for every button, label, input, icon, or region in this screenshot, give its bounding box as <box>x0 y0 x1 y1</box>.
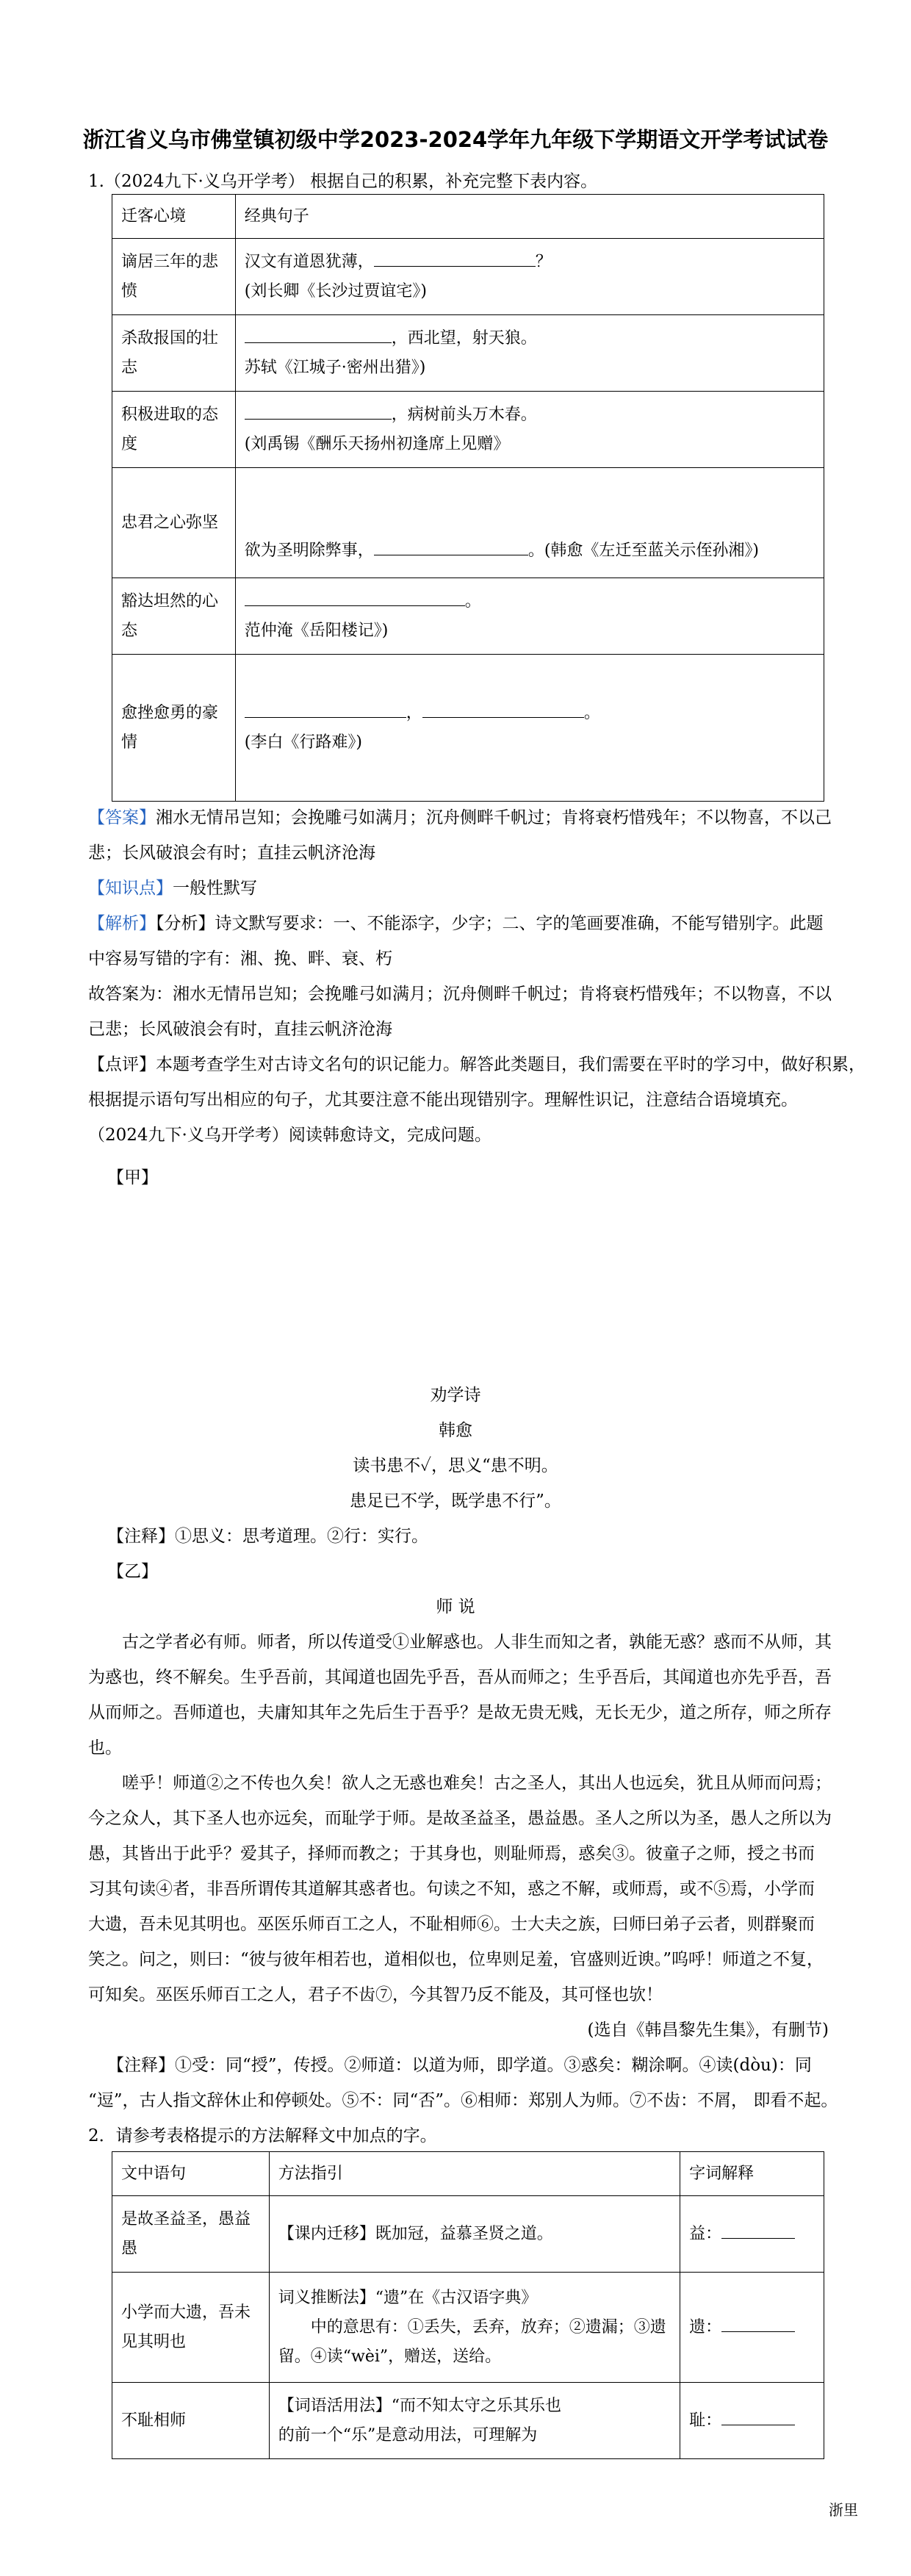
answer-label: 【答案】 <box>88 808 156 827</box>
poem-line: 读书患不✓，思义“患不明。 <box>353 1456 558 1475</box>
comment-text: 【点评】本题考查学生对古诗文名句的识记能力。解答此类题目，我们需要在平时的学习中，做好积累， <box>88 1055 865 1074</box>
q1-mood: 豁达坦然的心态 <box>112 578 236 655</box>
table-row <box>112 239 824 315</box>
analysis-line <box>88 910 824 934</box>
answer-blank[interactable] <box>721 2220 795 2239</box>
q2-answer-label: 遗： <box>689 2317 722 2336</box>
q1-mood: 积极进取的态度 <box>112 392 236 468</box>
essay-line: 习其句读④者，非吾所谓传其道解其惑者也。句读之不知，惑之不解，或师焉，或不⑤焉，小学而 <box>88 1879 815 1899</box>
q2-sentence: 不耻相师 <box>112 2383 270 2459</box>
q1-mood: 忠君之心弥坚 <box>112 468 236 578</box>
q2-method-detail: 的前一个“乐”是意动用法，可理解为 <box>278 2425 538 2444</box>
knowledge-point <box>88 874 257 899</box>
q2-header-method: 方法指引 <box>269 2152 680 2196</box>
fill-blank[interactable] <box>245 401 392 420</box>
fill-blank[interactable] <box>245 588 465 606</box>
comment-text-2: 根据提示语句写出相应的句子，尤其要注意不能出现错别字。理解性识记，注意结合语境填充。 <box>88 1090 798 1109</box>
q2-method: 【课内迁移】既加冠，益慕圣贤之道。 <box>278 2224 553 2243</box>
q1-stem: 1.（2024九下·义乌开学考） 根据自己的积累，补充完整下表内容。 <box>88 172 598 191</box>
answer-blank[interactable] <box>721 2314 795 2332</box>
table-row <box>112 468 824 578</box>
analysis-text-2: 中容易写错的字有：湘、挽、畔、衰、朽 <box>88 949 392 968</box>
reading-intro: （2024九下·义乌开学考）阅读韩愈诗文，完成问题。 <box>88 1126 491 1145</box>
q1-table-header <box>112 195 824 239</box>
essay-note-2: “逗”，古人指文辞休止和停顿处。⑤不：同“否”。⑥相师：郑别人为师。⑦不齿：不屑， 即看不起。 <box>88 2091 838 2110</box>
fill-blank[interactable] <box>422 699 584 718</box>
essay-line: 可知矣。巫医乐师百工之人，君子不齿⑦，今其智乃反不能及，其可怪也欤！ <box>88 1985 663 2004</box>
essay-source: (选自《韩昌黎先生集》，有删节) <box>587 2021 829 2040</box>
q2-method: 【词语活用法】“而不知太守之乐其乐也 <box>278 2396 562 2415</box>
q2-header-answer: 字词解释 <box>680 2152 824 2196</box>
q2-answer-label: 耻： <box>689 2411 722 2430</box>
point-label: 【知识点】 <box>88 879 173 898</box>
q2-sentence: 小学而大遗，吾未见其明也 <box>112 2273 270 2383</box>
table-row <box>112 655 824 802</box>
q1-source: (刘禹锡《酬乐天扬州初逢席上见赠》 <box>244 434 510 453</box>
q1-line-post: ，西北望，射天狼。 <box>391 328 537 348</box>
table-row <box>112 2383 824 2459</box>
essay-note: 【注释】①受：同“授”，传授。②师道：以道为师，即学道。③惑矣：糊涂啊。④读(dòu)：同 <box>107 2056 812 2075</box>
q1-line-post: 。 <box>583 703 600 722</box>
fill-blank[interactable] <box>245 325 392 343</box>
poem-author: 韩愈 <box>439 1421 472 1440</box>
fill-blank[interactable] <box>374 248 536 267</box>
q2-stem: 2．请参考表格提示的方法解释文中加点的字。 <box>88 2126 437 2145</box>
essay-line: 为惑也，终不解矣。生乎吾前，其闻道也固先乎吾，吾从而师之；生乎吾后，其闻道也亦先乎吾，吾 <box>88 1668 832 1687</box>
poem-note: 【注释】①思义：思考道理。②行：实行。 <box>107 1527 428 1546</box>
fill-blank[interactable] <box>374 537 528 555</box>
section-jia: 【甲】 <box>107 1168 158 1187</box>
q1-source: (刘长卿《长沙过贾谊宅》) <box>244 281 427 301</box>
q1-line-post: 。(韩愈《左迁至蓝关示侄孙湘》) <box>527 542 759 560</box>
q1-table <box>112 194 824 802</box>
q1-header-sentence: 经典句子 <box>235 195 824 239</box>
essay-line: 古之学者必有师。师者，所以传道受①业解惑也。人非生而知之者，孰能无惑？惑而不从师，其 <box>122 1633 832 1652</box>
q1-line-post: 。 <box>464 591 481 611</box>
table-row <box>112 315 824 392</box>
q2-table <box>112 2151 824 2459</box>
analysis-text-3: 故答案为：湘水无情吊岂知；会挽雕弓如满月；沉舟侧畔千帆过；肯将衰朽惜残年；不以物喜，不以 <box>88 985 832 1004</box>
q2-header-sentence: 文中语句 <box>112 2152 270 2196</box>
q1-line-pre: 汉文有道恩犹薄， <box>244 252 374 271</box>
table-row <box>112 2273 824 2383</box>
point-text: 一般性默写 <box>173 879 257 898</box>
q1-mood: 愈挫愈勇的豪情 <box>112 655 236 802</box>
analysis-label: 【解析】 <box>88 914 156 933</box>
essay-line: 愚，其皆出于此乎？爱其子，择师而教之；于其身也，则耻师焉，惑矣③。彼童子之师，授之书而 <box>88 1844 815 1863</box>
analysis-text-4: 己悲；长风破浪会有时，直挂云帆济沧海 <box>88 1020 392 1039</box>
q1-line-post: ？ <box>535 252 552 271</box>
footer-mark: 浙里 <box>829 2501 858 2519</box>
poem-title: 劝学诗 <box>430 1386 481 1405</box>
essay-line: 嗟乎！师道②之不传也久矣！欲人之无惑也难矣！古之圣人，其出人也远矣，犹且从师而问焉； <box>122 1774 832 1793</box>
q1-mood: 谪居三年的悲愤 <box>112 239 236 315</box>
q2-answer-label: 益： <box>689 2224 722 2243</box>
q2-method: 词义推断法】“遗”在《古汉语字典》 <box>278 2288 538 2307</box>
poem-line: 患足已不学，既学患不行”。 <box>350 1492 561 1511</box>
essay-title: 师 说 <box>436 1597 475 1616</box>
q1-line-mid: ， <box>406 703 422 722</box>
table-row <box>112 392 824 468</box>
essay-line: 笑之。问之，则曰：“彼与彼年相若也，道相似也，位卑则足羞，官盛则近谀。”呜呼！师道之不复， <box>88 1950 824 1969</box>
q2-sentence: 是故圣益圣，愚益愚 <box>112 2196 270 2273</box>
essay-line: 也。 <box>88 1738 122 1757</box>
q1-source: 范仲淹《岳阳楼记》) <box>244 621 389 640</box>
q1-line-post: ，病树前头万木春。 <box>391 405 537 424</box>
q2-method-detail: 中的意思有：①丢失，丢弃，放弃；②遗漏；③遗留。④读“wèi”，赠送，送给。 <box>278 2317 666 2366</box>
section-yi: 【乙】 <box>107 1562 158 1581</box>
table-row <box>112 578 824 655</box>
analysis-text: 【分析】诗文默写要求：一、不能添字，少字；二、字的笔画要准确，不能写错别字。此题 <box>156 914 824 933</box>
q1-source: 苏轼《江城子·密州出猎》) <box>244 358 426 377</box>
table-row <box>112 2196 824 2273</box>
q1-mood: 杀敌报国的壮志 <box>112 315 236 392</box>
exam-title: 浙江省义乌市佛堂镇初级中学2023-2024学年九年级下学期语文开学考试试卷 <box>82 127 829 152</box>
answer-blank[interactable] <box>721 2407 795 2425</box>
essay-line: 从而师之。吾师道也，夫庸知其年之先后生于吾乎？是故无贵无贱，无长无少，道之所存，师之所存 <box>88 1703 832 1722</box>
answer-line <box>88 804 832 828</box>
q1-source: (李白《行路难》) <box>244 733 362 752</box>
fill-blank[interactable] <box>245 699 406 718</box>
answer-text: 湘水无情吊岂知；会挽雕弓如满月；沉舟侧畔千帆过；肯将衰朽惜残年；不以物喜，不以己 <box>156 808 832 827</box>
q2-table-header <box>112 2152 824 2196</box>
q1-line-pre: 欲为圣明除弊事， <box>244 542 374 560</box>
q1-header-mood: 迁客心境 <box>112 195 236 239</box>
essay-line: 大遗，吾未见其明也。巫医乐师百工之人，不耻相师⑥。士大夫之族，曰师曰弟子云者，则群聚而 <box>88 1915 815 1934</box>
essay-line: 今之众人，其下圣人也亦远矣，而耻学于师。是故圣益圣，愚益愚。圣人之所以为圣，愚人之所以为 <box>88 1809 832 1828</box>
answer-text-2: 悲；长风破浪会有时；直挂云帆济沧海 <box>88 843 375 863</box>
